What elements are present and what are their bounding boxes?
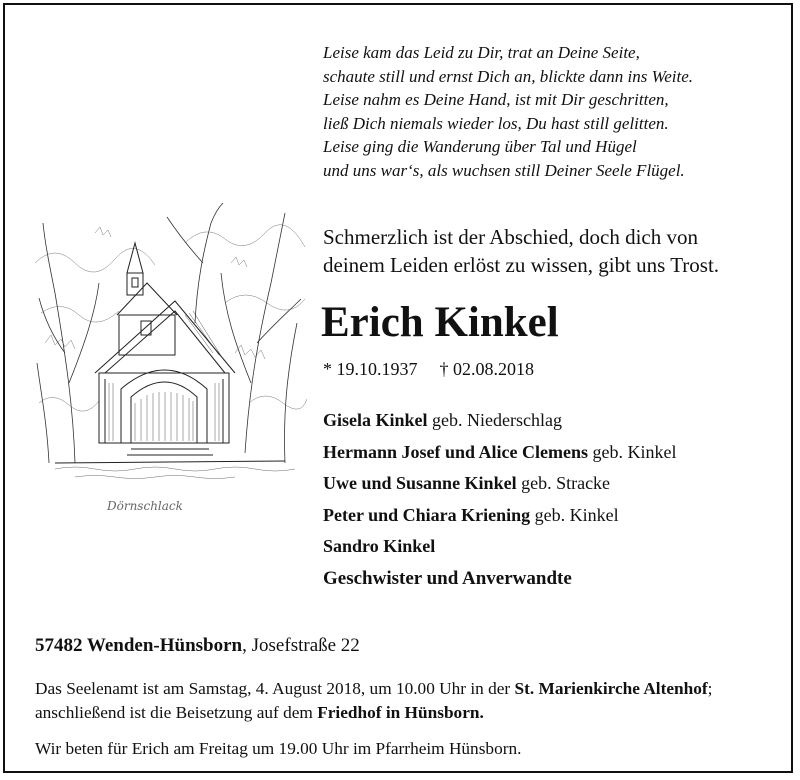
mourner-maiden-name: geb. Kinkel (530, 504, 619, 525)
mourner-maiden-name: geb. Stracke (516, 473, 611, 494)
mourner-name: Hermann Josef und Alice Clemens (323, 441, 588, 462)
farewell-line: deinem Leiden erlöst zu wissen, gibt uns Trost. (323, 253, 720, 277)
poem (323, 41, 693, 183)
prayer-info: Wir beten für Erich am Freitag um 19.00 Uhr im Pfarrheim Hünsborn. (35, 739, 522, 758)
chapel-illustration (35, 203, 307, 525)
church-name: St. Marienkirche Altenhof (514, 679, 708, 698)
relatives-line: Geschwister und Anverwandte (323, 567, 572, 589)
mourner-maiden-name: geb. Kinkel (588, 441, 677, 462)
service-text: ; anschließend ist die Beisetzung auf dem (35, 679, 713, 722)
farewell-text (323, 223, 719, 279)
birth-date: * 19.10.1937 (323, 359, 418, 379)
life-dates (323, 357, 534, 381)
address (35, 633, 360, 659)
mourner-row (323, 468, 676, 500)
poem-line: Leise ging die Wanderung über Tal und Hügel (323, 137, 637, 157)
farewell-line: Schmerzlich ist der Abschied, doch dich von (323, 225, 698, 249)
mourner-name: Peter und Chiara Kriening (323, 504, 531, 525)
address-street: , Josefstraße 22 (242, 635, 360, 656)
mourner-row (323, 405, 676, 437)
mourner-row (323, 531, 676, 563)
poem-line: schaute still und ernst Dich an, blickte dann ins Weite. (323, 66, 694, 86)
poem-line: ließ Dich niemals wieder los, Du hast still gelitten. (323, 113, 669, 133)
service-text: Das Seelenamt ist am Samstag, 4. August 2018, um 10.00 Uhr in der (35, 679, 515, 698)
death-date: † 02.08.2018 (439, 359, 534, 379)
poem-line: Leise nahm es Deine Hand, ist mit Dir geschritten, (323, 90, 669, 110)
poem-line: und uns war‘s, als wuchsen still Deiner Seele Flügel. (323, 160, 685, 180)
obituary-frame (3, 3, 793, 773)
mourner-name: Uwe und Susanne Kinkel (323, 473, 517, 494)
mourner-name: Gisela Kinkel (323, 410, 428, 430)
mourner-row (323, 437, 676, 469)
service-info (35, 677, 775, 725)
poem-line: Leise kam das Leid zu Dir, trat an Deine Seite, (323, 43, 640, 62)
deceased-name: Erich Kinkel (321, 299, 559, 346)
address-place: 57482 Wenden-Hünsborn (35, 635, 243, 656)
mourners-list (323, 405, 676, 595)
cemetery-name: Friedhof in Hünsborn. (317, 703, 484, 722)
mourner-maiden-name: geb. Niederschlag (427, 410, 562, 430)
artist-signature: Dörnschlack (107, 499, 183, 513)
mourner-row (323, 500, 676, 532)
mourner-name: Sandro Kinkel (323, 536, 436, 557)
